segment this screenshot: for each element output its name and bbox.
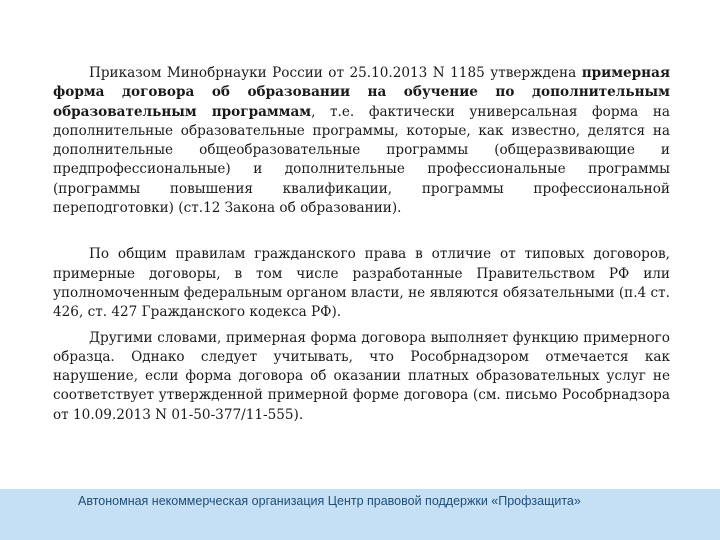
- paragraph-civil-law: По общим правилам гражданского права в отличие от типовых договоров, примерные договоры, в том числе разработанные Правительством РФ или уполномоченным федеральным органом власти, не являются обязательными (п.4 ст. 426, ст. 427 Гражданского кодекса РФ).: [53, 246, 670, 321]
- footer-bar: [0, 489, 720, 540]
- paragraph-1-bold-phrase: примерная форма договора об образовании на обучение по дополнительным образовательным программам: [53, 65, 670, 120]
- paragraph-1-intro: Приказом Минобрнауки России от 25.10.2013 N 1185 утверждена: [89, 65, 582, 81]
- paragraph-order-intro: [53, 64, 670, 218]
- paragraph-1-rest: , т.е. фактически универсальная форма на дополнительные образовательные программы, которые, как известно, делятся на дополнительные общеобразовательные программы (общеразвивающие и предпрофессиональные) и дополнительные профессиональные программы (программы повышения квалификации, программы профессиональной переподготовки) (ст.12 Закона об образовании).: [53, 103, 670, 217]
- paragraph-in-other-words: Другими словами, примерная форма договора выполняет функцию примерного образца. Однако следует учитывать, что Рособрнадзором отмечается как нарушение, если форма договора об оказании платных образовательных услуг не соответствует утвержденной примерной форме договора (см. письмо Рособрнадзора от 10.09.2013 N 01-50-377/11-555).: [53, 329, 670, 423]
- footer-organization-name: Автономная некоммерческая организация Центр правовой поддержки «Профзащита»: [78, 494, 581, 508]
- document-body: [53, 64, 670, 425]
